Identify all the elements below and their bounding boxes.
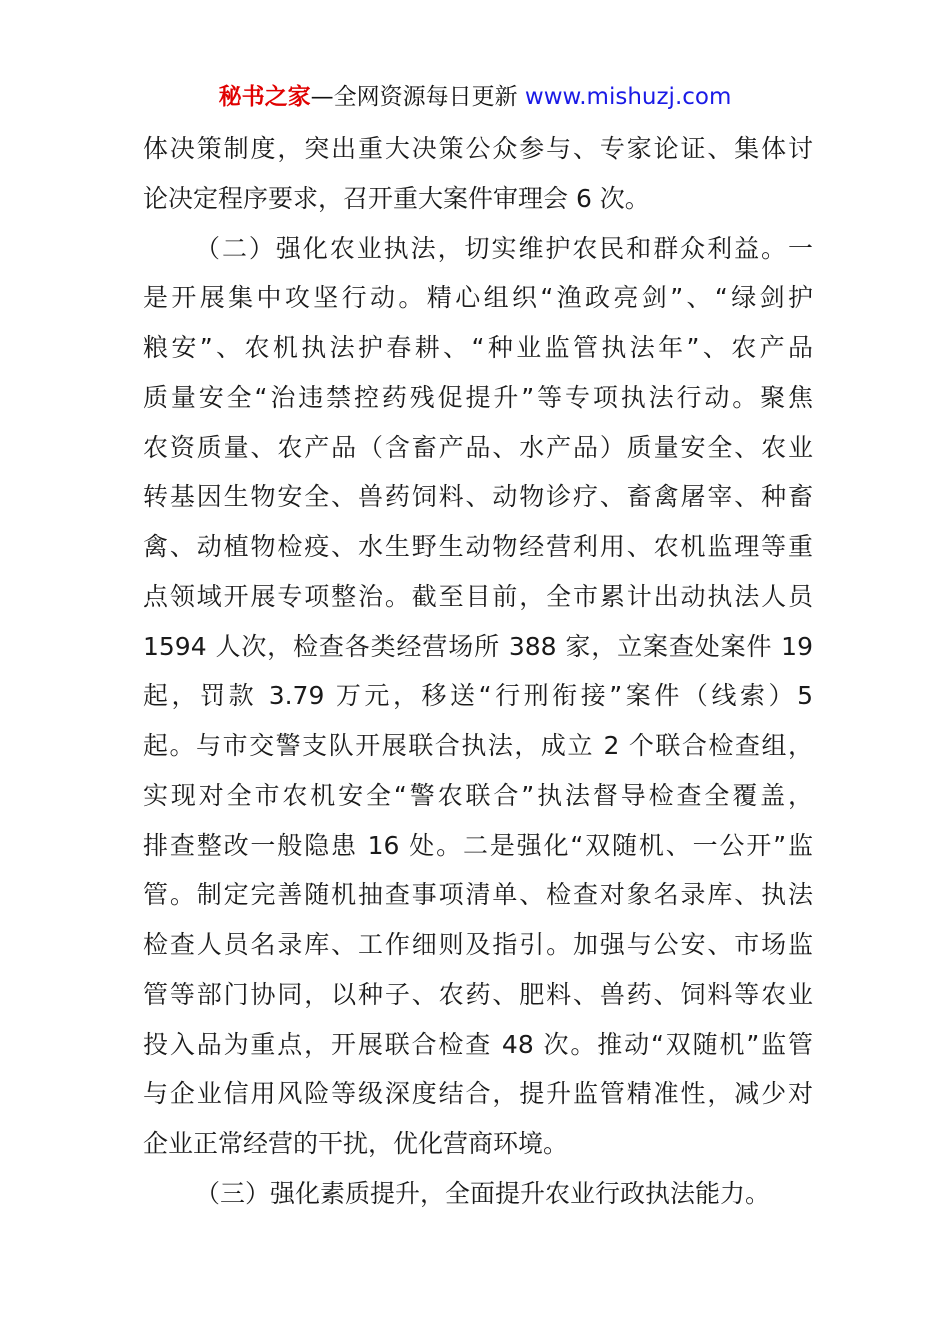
site-brand: 秘书之家: [218, 84, 311, 110]
text-line: 农资质量、农产品（含畜产品、水产品）质量安全、农业: [143, 432, 813, 462]
site-url[interactable]: www.mishuzj.com: [524, 84, 732, 110]
text-line: 检查人员名录库、工作细则及指引。加强与公安、市场监: [143, 930, 813, 959]
document-body: [143, 124, 813, 1219]
site-tagline: —全网资源每日更新: [310, 84, 518, 110]
section-heading-line: （三）强化素质提升，全面提升农业行政执法能力。: [195, 1178, 771, 1208]
text-line: 起，罚款 3.79 万元，移送“行刑衔接”案件（线索）5: [143, 681, 813, 711]
text-line: 论决定程序要求，召开重大案件审理会 6 次。: [143, 183, 650, 213]
text-line: 实现对全市农机安全“警农联合”执法督导检查全覆盖，: [143, 780, 813, 810]
text-line: 点领域开展专项整治。截至目前，全市累计出动执法人员: [143, 581, 813, 611]
text-line: 是开展集中攻坚行动。精心组织“渔政亮剑”、“绿剑护: [143, 283, 813, 313]
text-line: 起。与市交警支队开展联合执法，成立 2 个联合检查组，: [143, 731, 813, 760]
text-line: 管等部门协同，以种子、农药、肥料、兽药、饲料等农业: [143, 979, 813, 1009]
text-line: 排查整改一般隐患 16 处。二是强化“双随机、一公开”监: [143, 830, 813, 860]
text-line: 体决策制度，突出重大决策公众参与、专家论证、集体讨: [143, 134, 813, 163]
site-header: [0, 80, 950, 114]
text-line: 投入品为重点，开展联合检查 48 次。推动“双随机”监管: [143, 1029, 813, 1059]
text-line: 1594 人次，检查各类经营场所 388 家，立案查处案件 19: [143, 631, 813, 661]
text-line: 质量安全“治违禁控药残促提升”等专项执法行动。聚焦: [143, 382, 813, 412]
text-line: 粮安”、农机执法护春耕、“种业监管执法年”、农产品: [143, 333, 813, 362]
text-line: 转基因生物安全、兽药饲料、动物诊疗、畜禽屠宰、种畜: [143, 482, 813, 512]
text-line: 禽、动植物检疫、水生野生动物经营利用、农机监理等重: [143, 532, 813, 561]
text-line: 企业正常经营的干扰，优化营商环境。: [143, 1129, 569, 1158]
section-heading-line: （二）强化农业执法，切实维护农民和群众利益。一: [195, 233, 813, 263]
text-line: 与企业信用风险等级深度结合，提升监管精准性，减少对: [143, 1079, 813, 1109]
text-line: 管。制定完善随机抽查事项清单、检查对象名录库、执法: [143, 880, 813, 910]
